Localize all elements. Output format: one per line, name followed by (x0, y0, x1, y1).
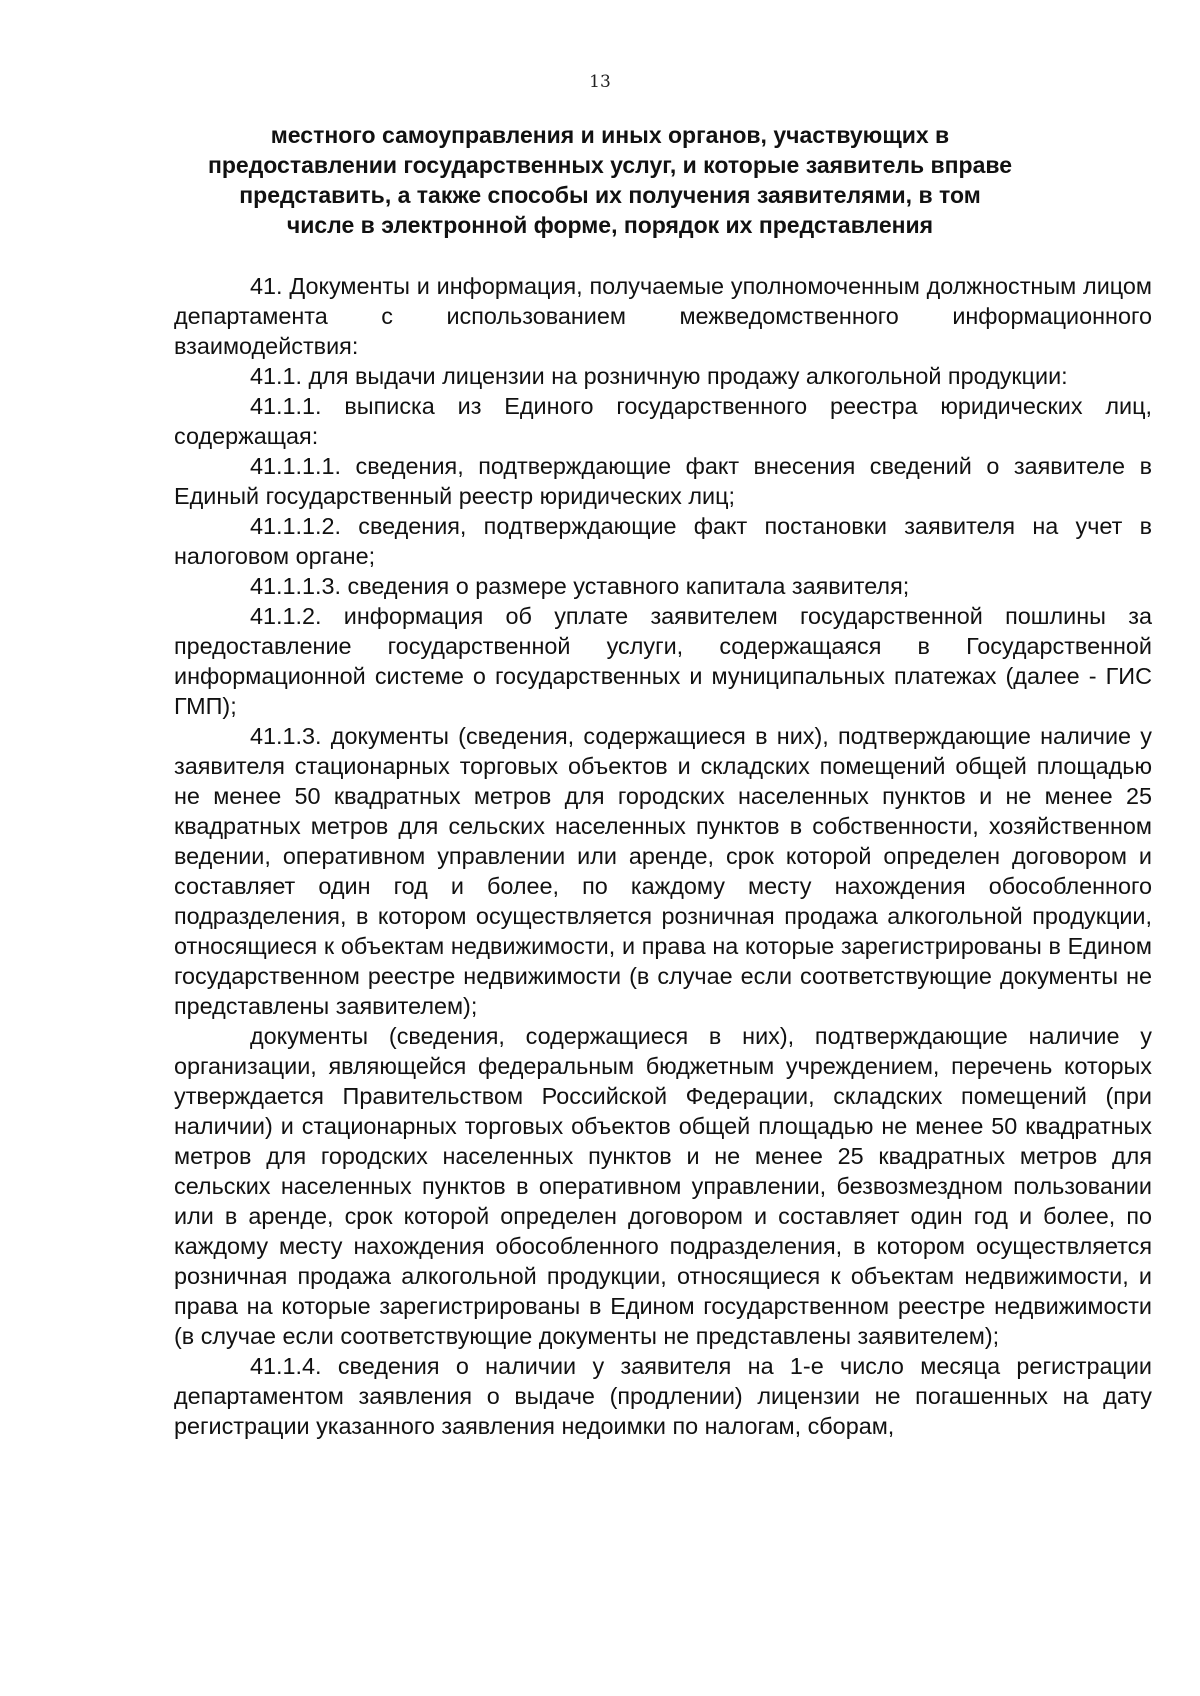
heading-line: числе в электронной форме, порядок их представления (286, 212, 934, 238)
paragraph-41-1-1-2: 41.1.1.2. сведения, подтверждающие факт постановки заявителя на учет в налоговом органе; (174, 513, 1152, 569)
paragraph-41-1-3: 41.1.3. документы (сведения, содержащиеся в них), подтверждающие наличие у заявителя стационарных торговых объектов и складских помещений общей площадью не менее 50 квадратных метров для городских населенных пунктов и не менее 25 квадратных метров для сельских населенных пунктов в собственности, хозяйственном ведении, оперативном управлении или аренде, срок которой определен договором и составляет один год и более, по каждому месту нахождения обособленного подразделения, в котором осуществляется розничная продажа алкогольной продукции, относящиеся к объектам недвижимости, и права на которые зарегистрированы в Едином государственном реестре недвижимости (в случае если соответствующие документы не представлены заявителем); (174, 723, 1152, 1019)
paragraph-41-1-4: 41.1.4. сведения о наличии у заявителя на 1-е число месяца регистрации департаментом заявления о выдаче (продлении) лицензии не погашенных на дату регистрации указанного заявления недоимки по налогам, сборам, (174, 1353, 1152, 1439)
paragraph-41-1-1-3: 41.1.1.3. сведения о размере уставного капитала заявителя; (250, 573, 910, 599)
paragraph-41-1-1: 41.1.1. выписка из Единого государственного реестра юридических лиц, содержащая: (174, 393, 1152, 449)
paragraph-documents: документы (сведения, содержащиеся в них), подтверждающие наличие у организации, являющейся федеральным бюджетным учреждением, перечень которых утверждается Правительством Российской Федерации, складских помещений (при наличии) и стационарных торговых объектов общей площадью не менее 50 квадратных метров для городских населенных пунктов и не менее 25 квадратных метров для сельских населенных пунктов в оперативном управлении, безвозмездном пользовании или в аренде, срок которой определен договором и составляет один год и более, по каждому месту нахождения обособленного подразделения, в котором осуществляется розничная продажа алкогольной продукции, относящиеся к объектам недвижимости, и права на которые зарегистрированы в Едином государственном реестре недвижимости (в случае если соответствующие документы не представлены заявителем); (174, 1023, 1152, 1349)
paragraph-41-1-2: 41.1.2. информация об уплате заявителем государственной пошлины за предоставление государственной услуги, содержащаяся в Государственной информационной системе о государственных и муниципальных платежах (далее - ГИС ГМП); (174, 603, 1152, 719)
paragraph-41-1-1-1: 41.1.1.1. сведения, подтверждающие факт внесения сведений о заявителе в Единый государственный реестр юридических лиц; (174, 453, 1152, 509)
heading-line: представить, а также способы их получения заявителями, в том (239, 182, 981, 208)
page-number: 13 (589, 72, 611, 92)
document-body (174, 271, 1152, 1441)
paragraph-41-1: 41.1. для выдачи лицензии на розничную продажу алкогольной продукции: (250, 363, 1068, 389)
heading-line: предоставлении государственных услуг, и которые заявитель вправе (207, 152, 1013, 178)
heading-line: местного самоуправления и иных органов, участвующих в (270, 122, 950, 148)
section-heading (170, 120, 1050, 240)
paragraph-41: 41. Документы и информация, получаемые уполномоченным должностным лицом департамента с использованием межведомственного информационного взаимодействия: (174, 273, 1152, 359)
